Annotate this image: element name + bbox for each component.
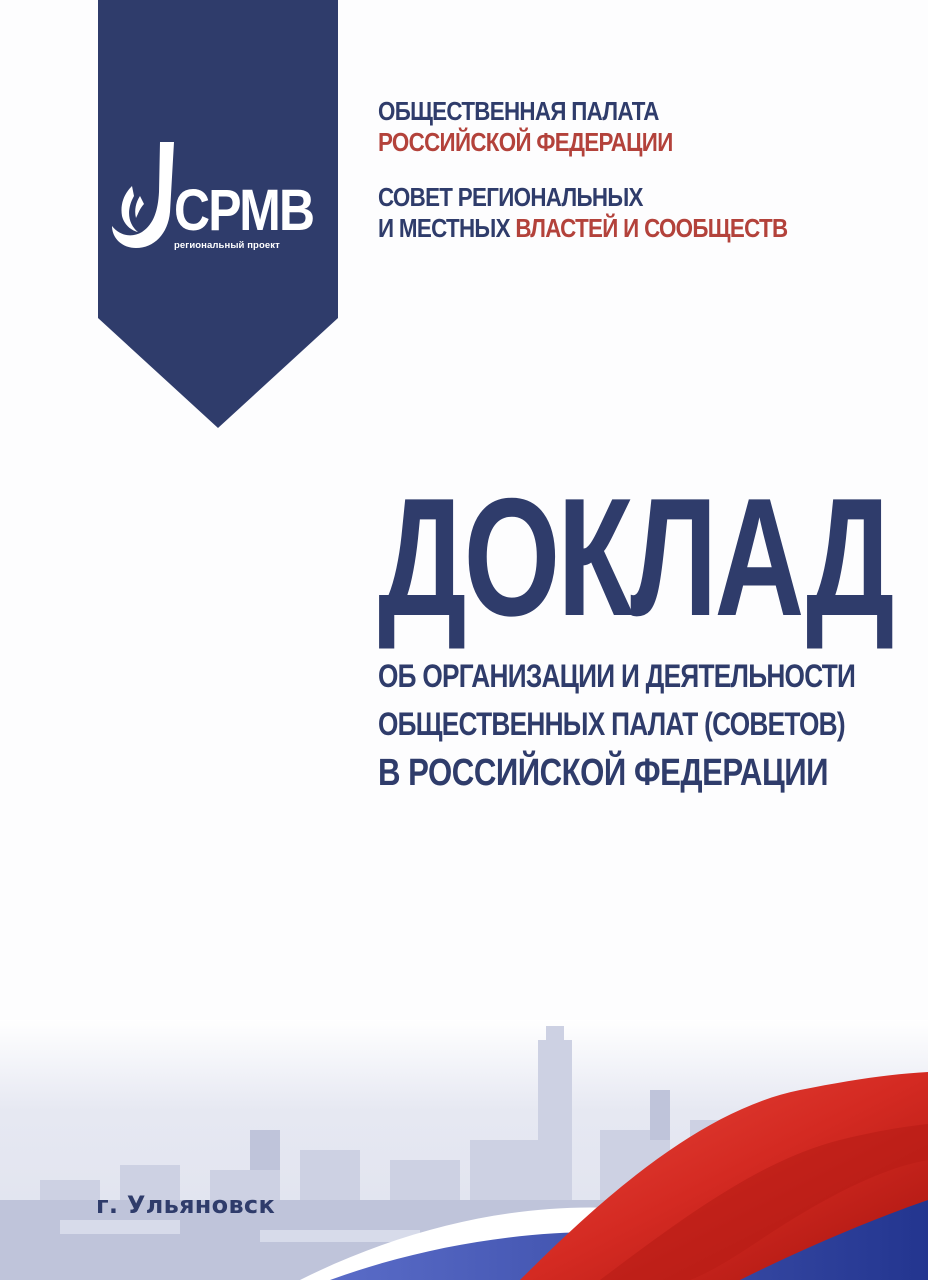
org-line-4a: И МЕСТНЫХ [378, 213, 516, 243]
russian-flag-wave-image [0, 1050, 928, 1280]
subtitle-line-1: ОБ ОРГАНИЗАЦИИ И ДЕЯТЕЛЬНОСТИ [378, 658, 856, 694]
org-line-4b: ВЛАСТЕЙ И СООБЩЕСТВ [515, 213, 788, 243]
srmv-logo [110, 140, 320, 260]
logo-name: СРМВ [174, 178, 314, 243]
subtitle-line-2: ОБЩЕСТВЕННЫХ ПАЛАТ (СОВЕТОВ) [378, 706, 845, 742]
logo-subtitle: региональный проект [174, 240, 280, 251]
logo-mark-icon [110, 140, 182, 252]
org-line-1: ОБЩЕСТВЕННАЯ ПАЛАТА [378, 96, 659, 126]
org-line-2: РОССИЙСКОЙ ФЕДЕРАЦИИ [378, 127, 673, 157]
org-line-3: СОВЕТ РЕГИОНАЛЬНЫХ [378, 182, 643, 212]
subtitle-line-3: В РОССИЙСКОЙ ФЕДЕРАЦИИ [378, 752, 829, 794]
org-council [378, 182, 787, 244]
report-title: ДОКЛАД [378, 463, 892, 651]
org-public-chamber [378, 96, 673, 158]
report-subtitle [378, 655, 855, 799]
location-label: г. Ульяновск [96, 1191, 276, 1219]
